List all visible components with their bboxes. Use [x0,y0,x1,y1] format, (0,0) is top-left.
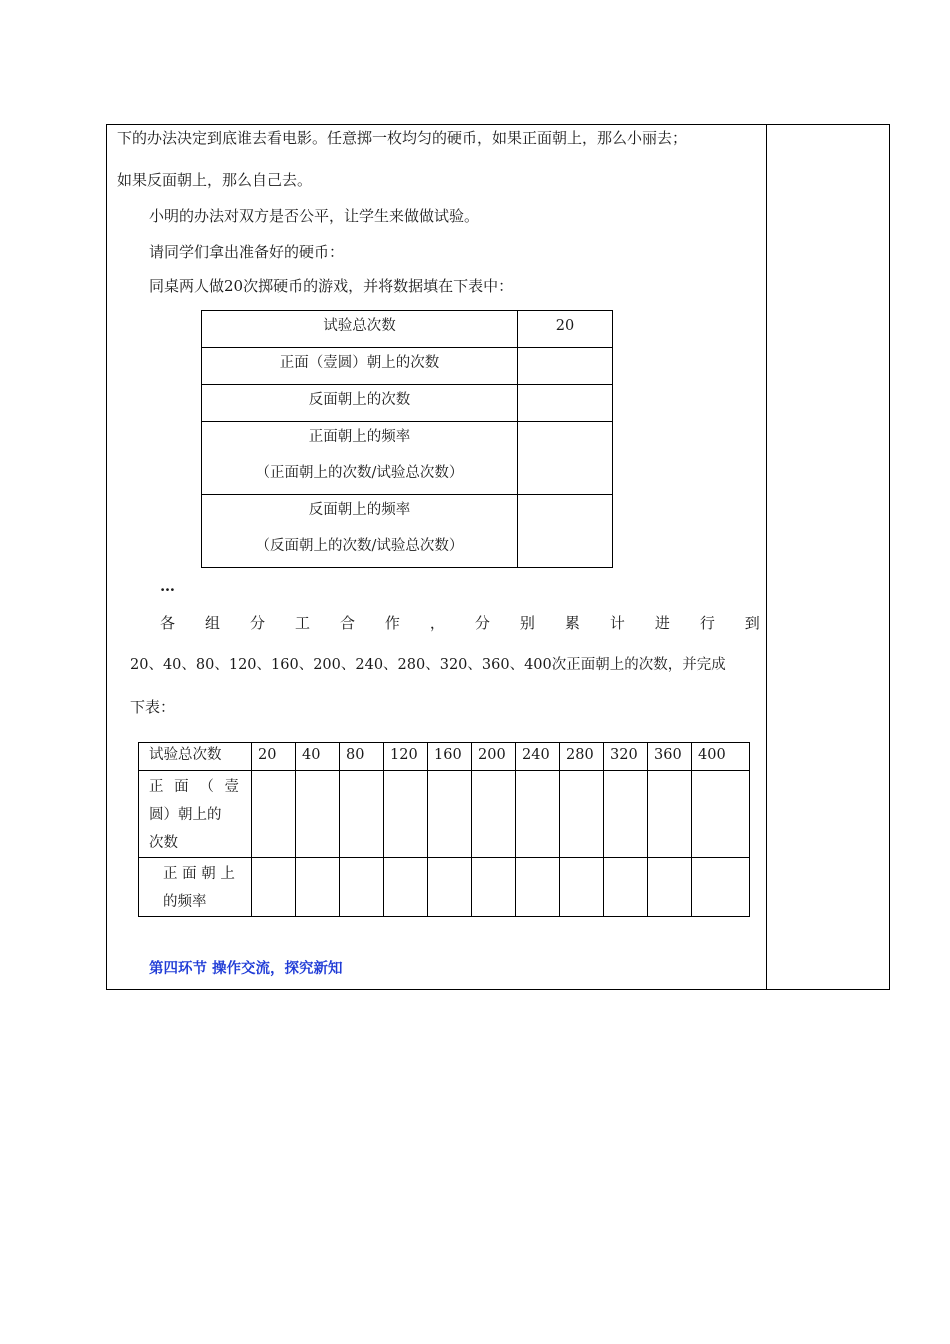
table-cell-empty [648,771,692,858]
group-char: 组 [204,614,220,632]
table-cell-label: 反面朝上的频率 （反面朝上的次数/试验总次数） [202,495,518,568]
table-cell-count: 360 [648,743,692,771]
table-cell-label: 正面（壹圆）朝上的次数 [202,348,518,385]
table-cell-empty [252,858,296,917]
table-cell-value [518,495,613,568]
group-char: 别 [519,614,535,632]
label-line: 圆）朝上的 [149,807,222,823]
table-cell-empty [604,771,648,858]
paragraph-3: 小明的办法对双方是否公平，让学生来做做试验。 [149,207,480,225]
table-cell-empty [692,771,750,858]
table-row [139,743,750,771]
table-cell-empty [516,771,560,858]
table-cell-empty [516,858,560,917]
table-cell-empty [428,771,472,858]
group-work-line-3: 下表： [130,698,176,716]
group-char: 行 [699,614,715,632]
label-line: 正 面 （ 壹 [149,779,239,795]
table-cell-label [139,771,252,858]
table-cell-count: 400 [692,743,750,771]
table-cell-empty [692,858,750,917]
group-char: 各 [160,614,176,632]
paragraph-4: 请同学们拿出准备好的硬币： [149,243,345,261]
group-char: 工 [294,614,310,632]
group-char: 作 [384,614,400,632]
table-cell-empty [384,771,428,858]
table-cell-value [518,348,613,385]
table-cell-empty [648,858,692,917]
group-char: ， [429,614,445,632]
column-divider [766,124,767,990]
table-cell-empty [472,771,516,858]
paragraph-2: 如果反面朝上，那么自己去。 [117,171,313,189]
table-cell-count: 320 [604,743,648,771]
table-cell-empty [560,771,604,858]
table-cell-count: 40 [296,743,340,771]
paragraph-1: 下的办法决定到底谁去看电影。任意掷一枚均匀的硬币，如果正面朝上，那么小丽去； [117,129,688,147]
ellipsis: … [160,577,175,595]
table-cell-count: 160 [428,743,472,771]
cumulative-table [138,742,750,917]
table-cell-count: 240 [516,743,560,771]
group-work-line-2: 20、40、80、120、160、200、240、280、320、360、400次正面朝上的次数，并完成 [130,657,726,673]
coin-toss-table [201,310,613,568]
table-cell-empty [472,858,516,917]
group-char: 分 [249,614,265,632]
label-line: 次数 [149,835,178,851]
table-cell-count: 80 [340,743,384,771]
table-cell-empty [428,858,472,917]
group-work-line [160,612,760,633]
table-cell-value [518,422,613,495]
table-row [202,311,613,348]
table-cell-label: 试验总次数 [139,743,252,771]
table-cell-empty [384,858,428,917]
table-row [202,348,613,385]
table-row [202,385,613,422]
group-char: 合 [339,614,355,632]
group-char: 分 [474,614,490,632]
table-cell-count: 200 [472,743,516,771]
label-line: 正 面 朝 上 [163,866,235,882]
table-row [202,422,613,495]
group-char: 进 [654,614,670,632]
table-row [202,495,613,568]
table-cell-empty [560,858,604,917]
table-cell-value [518,385,613,422]
label-line: 的频率 [163,894,207,910]
group-char: 累 [564,614,580,632]
table-cell-empty [340,858,384,917]
table-cell-label: 试验总次数 [202,311,518,348]
table-row [139,858,750,917]
table-row [139,771,750,858]
section-title: 第四环节 操作交流，探究新知 [149,961,343,977]
group-char: 到 [744,614,760,632]
paragraph-5: 同桌两人做20次掷硬币的游戏，并将数据填在下表中： [149,277,514,295]
table-cell-label [139,858,252,917]
table-cell-empty [252,771,296,858]
table-cell-label: 反面朝上的次数 [202,385,518,422]
table-cell-empty [340,771,384,858]
table-cell-empty [296,858,340,917]
table-cell-empty [604,858,648,917]
table-cell-count: 120 [384,743,428,771]
table-cell-label: 正面朝上的频率 （正面朝上的次数/试验总次数） [202,422,518,495]
table-cell-count: 20 [252,743,296,771]
table-cell-value: 20 [518,311,613,348]
table-cell-empty [296,771,340,858]
group-char: 计 [609,614,625,632]
table-cell-count: 280 [560,743,604,771]
